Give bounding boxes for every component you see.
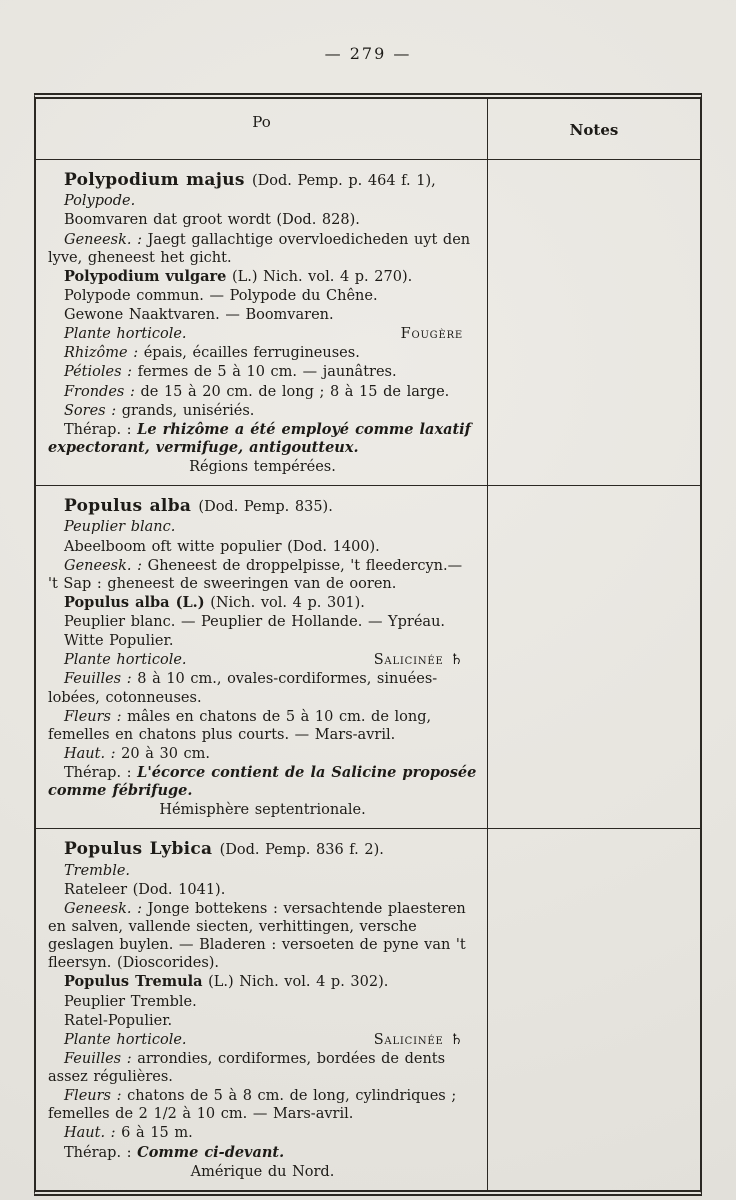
text-segment: Plante horticole. (64, 1031, 187, 1048)
text-segment: Populus Tremula (64, 973, 203, 991)
column-header-notes: Notes (569, 121, 619, 139)
text-segment: fermes de 5 à 10 cm. — jaunâtres. (132, 364, 397, 381)
text-segment: Populus alba (L.) (64, 593, 205, 611)
text-line (48, 1124, 477, 1142)
woody-plant-symbol: ♄ (450, 1031, 463, 1048)
text-segment: Fleurs : (64, 708, 122, 725)
text-segment: Salicinée (373, 652, 450, 669)
text-line (48, 211, 477, 229)
text-line (48, 538, 477, 556)
text-segment: Peuplier Tremble. (64, 993, 197, 1010)
text-segment: Hémisphère septentrionale. (159, 802, 366, 819)
text-segment: Polypode. (64, 193, 136, 210)
plant-type-label (48, 1031, 187, 1049)
text-segment: Haut. : (64, 745, 116, 762)
text-line (48, 1144, 477, 1162)
text-line (48, 862, 477, 880)
text-segment: Peuplier blanc. (64, 519, 176, 536)
text-segment: 6 à 15 m. (115, 1125, 193, 1142)
text-segment: Thérap. : (64, 765, 138, 781)
text-segment: Salicinée (373, 1031, 450, 1048)
text-line (48, 1012, 477, 1030)
text-segment: Rhizôme : (64, 345, 139, 362)
text-line (48, 287, 477, 305)
text-segment: Plante horticole. (64, 326, 187, 343)
text-segment: Plante horticole. (64, 652, 187, 669)
page-number: — 279 — (324, 44, 412, 63)
text-line (48, 764, 477, 800)
text-segment: arrondies, cordiformes, bordées de dents assez régulières. (48, 1050, 446, 1085)
text-segment: Populus alba (64, 496, 199, 517)
text-segment: Haut. : (64, 1125, 116, 1142)
text-segment: Tremble. (64, 862, 131, 879)
family-label (358, 651, 477, 669)
notes-cell (488, 829, 700, 1189)
entry-populus-lybica (36, 829, 488, 1189)
text-segment: Amérique du Nord. (190, 1163, 335, 1180)
text-segment: Polypodium vulgare (64, 267, 227, 285)
text-segment: Gheneest de droppelpisse, 't fleedercyn.— 't Sap : gheneest de sweeringen van de ooren. (48, 557, 463, 592)
text-segment: Le rhizôme a été employé comme laxatif expectorant, vermifuge, antigoutteux. (48, 420, 471, 456)
text-segment: grands, unisériés. (116, 402, 255, 419)
text-segment: Fleurs : (64, 1088, 122, 1105)
text-segment: Régions tempérées. (189, 459, 336, 475)
text-segment: Geneesk. : (64, 231, 142, 248)
text-segment: Feuilles : (64, 671, 132, 688)
text-line (48, 973, 477, 991)
text-segment: Thérap. : (64, 421, 138, 438)
text-line (48, 900, 477, 973)
text-segment: mâles en chatons de 5 à 10 cm. de long, femelles en chatons plus courts. — Mars-avril. (48, 708, 432, 743)
text-segment: Geneesk. : (64, 900, 142, 917)
entry-polypodium-majus (36, 160, 488, 485)
text-segment: (Dod. Pemp. 835). (198, 499, 333, 516)
text-segment: Geneesk. : (64, 557, 142, 574)
text-segment: (L.) Nich. vol. 4 p. 302). (202, 974, 389, 991)
text-segment: Thérap. : (64, 1144, 138, 1161)
text-segment: Polypodium majus (64, 170, 252, 190)
text-segment: (Dod. Pemp. p. 464 f. 1), (251, 173, 436, 189)
text-line (48, 1087, 477, 1123)
text-line (48, 1163, 477, 1181)
text-line (48, 231, 477, 267)
species-heading (48, 839, 477, 860)
text-line (48, 557, 477, 593)
text-segment: Populus Lybica (64, 839, 220, 860)
text-line (48, 881, 477, 899)
text-line (48, 1050, 477, 1086)
entry-row-polypodium-majus (36, 160, 700, 486)
family-label (358, 1031, 477, 1049)
species-heading (48, 170, 477, 191)
text-line (48, 1031, 477, 1049)
notes-cell (488, 486, 700, 828)
text-line (48, 518, 477, 536)
text-segment: Comme ci-devant. (137, 1143, 285, 1161)
text-segment: Ratel-Populier. (64, 1012, 173, 1029)
text-segment: Frondes : (64, 383, 135, 400)
text-segment: Rateleer (Dod. 1041). (64, 881, 226, 898)
text-segment: 8 à 10 cm., ovales-cordiformes, sinuées-lobées, cotonneuses. (48, 671, 438, 706)
text-line (48, 801, 477, 819)
text-segment: Sores : (64, 402, 117, 419)
text-line (48, 745, 477, 763)
text-line (48, 192, 477, 210)
text-line (48, 670, 477, 706)
column-header-po: Po (36, 99, 488, 159)
text-line (48, 363, 477, 381)
entry-row-populus-lybica (36, 829, 700, 1189)
text-segment: (Nich. vol. 4 p. 301). (204, 594, 365, 611)
text-segment: Peuplier blanc. — Peuplier de Hollande. — Ypréau. (64, 614, 446, 630)
text-segment: (L.) Nich. vol. 4 p. 270). (226, 268, 413, 285)
notes-cell (488, 160, 700, 485)
text-segment: Pétioles : (64, 364, 133, 381)
family-label (385, 325, 477, 343)
text-segment: Feuilles : (64, 1050, 132, 1067)
text-segment: Abeelboom oft witte populier (Dod. 1400). (64, 538, 380, 555)
text-line (48, 458, 477, 476)
text-segment: Gewone Naaktvaren. — Boomvaren. (64, 307, 334, 323)
text-line (48, 344, 477, 362)
text-line (48, 993, 477, 1011)
text-line (48, 651, 477, 669)
text-line (48, 594, 477, 612)
text-segment: Jaegt gallachtige overvloedicheden uyt den lyve, gheneest het gicht. (48, 231, 471, 266)
plant-type-label (48, 651, 187, 669)
text-segment: Boomvaren dat groot wordt (Dod. 828). (64, 212, 360, 229)
text-segment: Fougère (400, 326, 463, 343)
text-line (48, 306, 477, 324)
text-segment: 20 à 30 cm. (115, 745, 211, 762)
text-line (48, 325, 477, 343)
text-line (48, 421, 477, 457)
text-segment: Polypode commun. — Polypode du Chêne. (64, 287, 378, 304)
text-segment: épais, écailles ferrugineuses. (138, 345, 360, 362)
text-segment: Witte Populier. (64, 633, 174, 650)
text-line (48, 613, 477, 631)
book-table (34, 93, 702, 1196)
text-segment: de 15 à 20 cm. de long ; 8 à 15 de large. (134, 383, 450, 400)
text-line (48, 708, 477, 744)
text-line (48, 632, 477, 650)
text-line (48, 402, 477, 420)
text-segment: chatons de 5 à 8 cm. de long, cylindriques ; femelles de 2 1/2 à 10 cm. — Mars-avril. (48, 1088, 457, 1123)
plant-type-label (48, 325, 187, 343)
table-header-row (36, 99, 700, 160)
species-heading (48, 496, 477, 517)
text-line (48, 383, 477, 401)
entry-row-populus-alba (36, 486, 700, 829)
entry-populus-alba (36, 486, 488, 828)
text-segment: Jonge bottekens : versachtende plaesteren en salven, vallende siecten, verhittingen, versche geslagen buylen. — Bladeren : versoeten de pyne van 't fleersyn. (Dioscorides). (48, 900, 466, 972)
text-line (48, 268, 477, 286)
woody-plant-symbol: ♄ (450, 652, 463, 669)
text-segment: (Dod. Pemp. 836 f. 2). (219, 842, 384, 859)
text-segment: L'écorce contient de la Salicine proposée comme fébrifuge. (48, 764, 477, 800)
